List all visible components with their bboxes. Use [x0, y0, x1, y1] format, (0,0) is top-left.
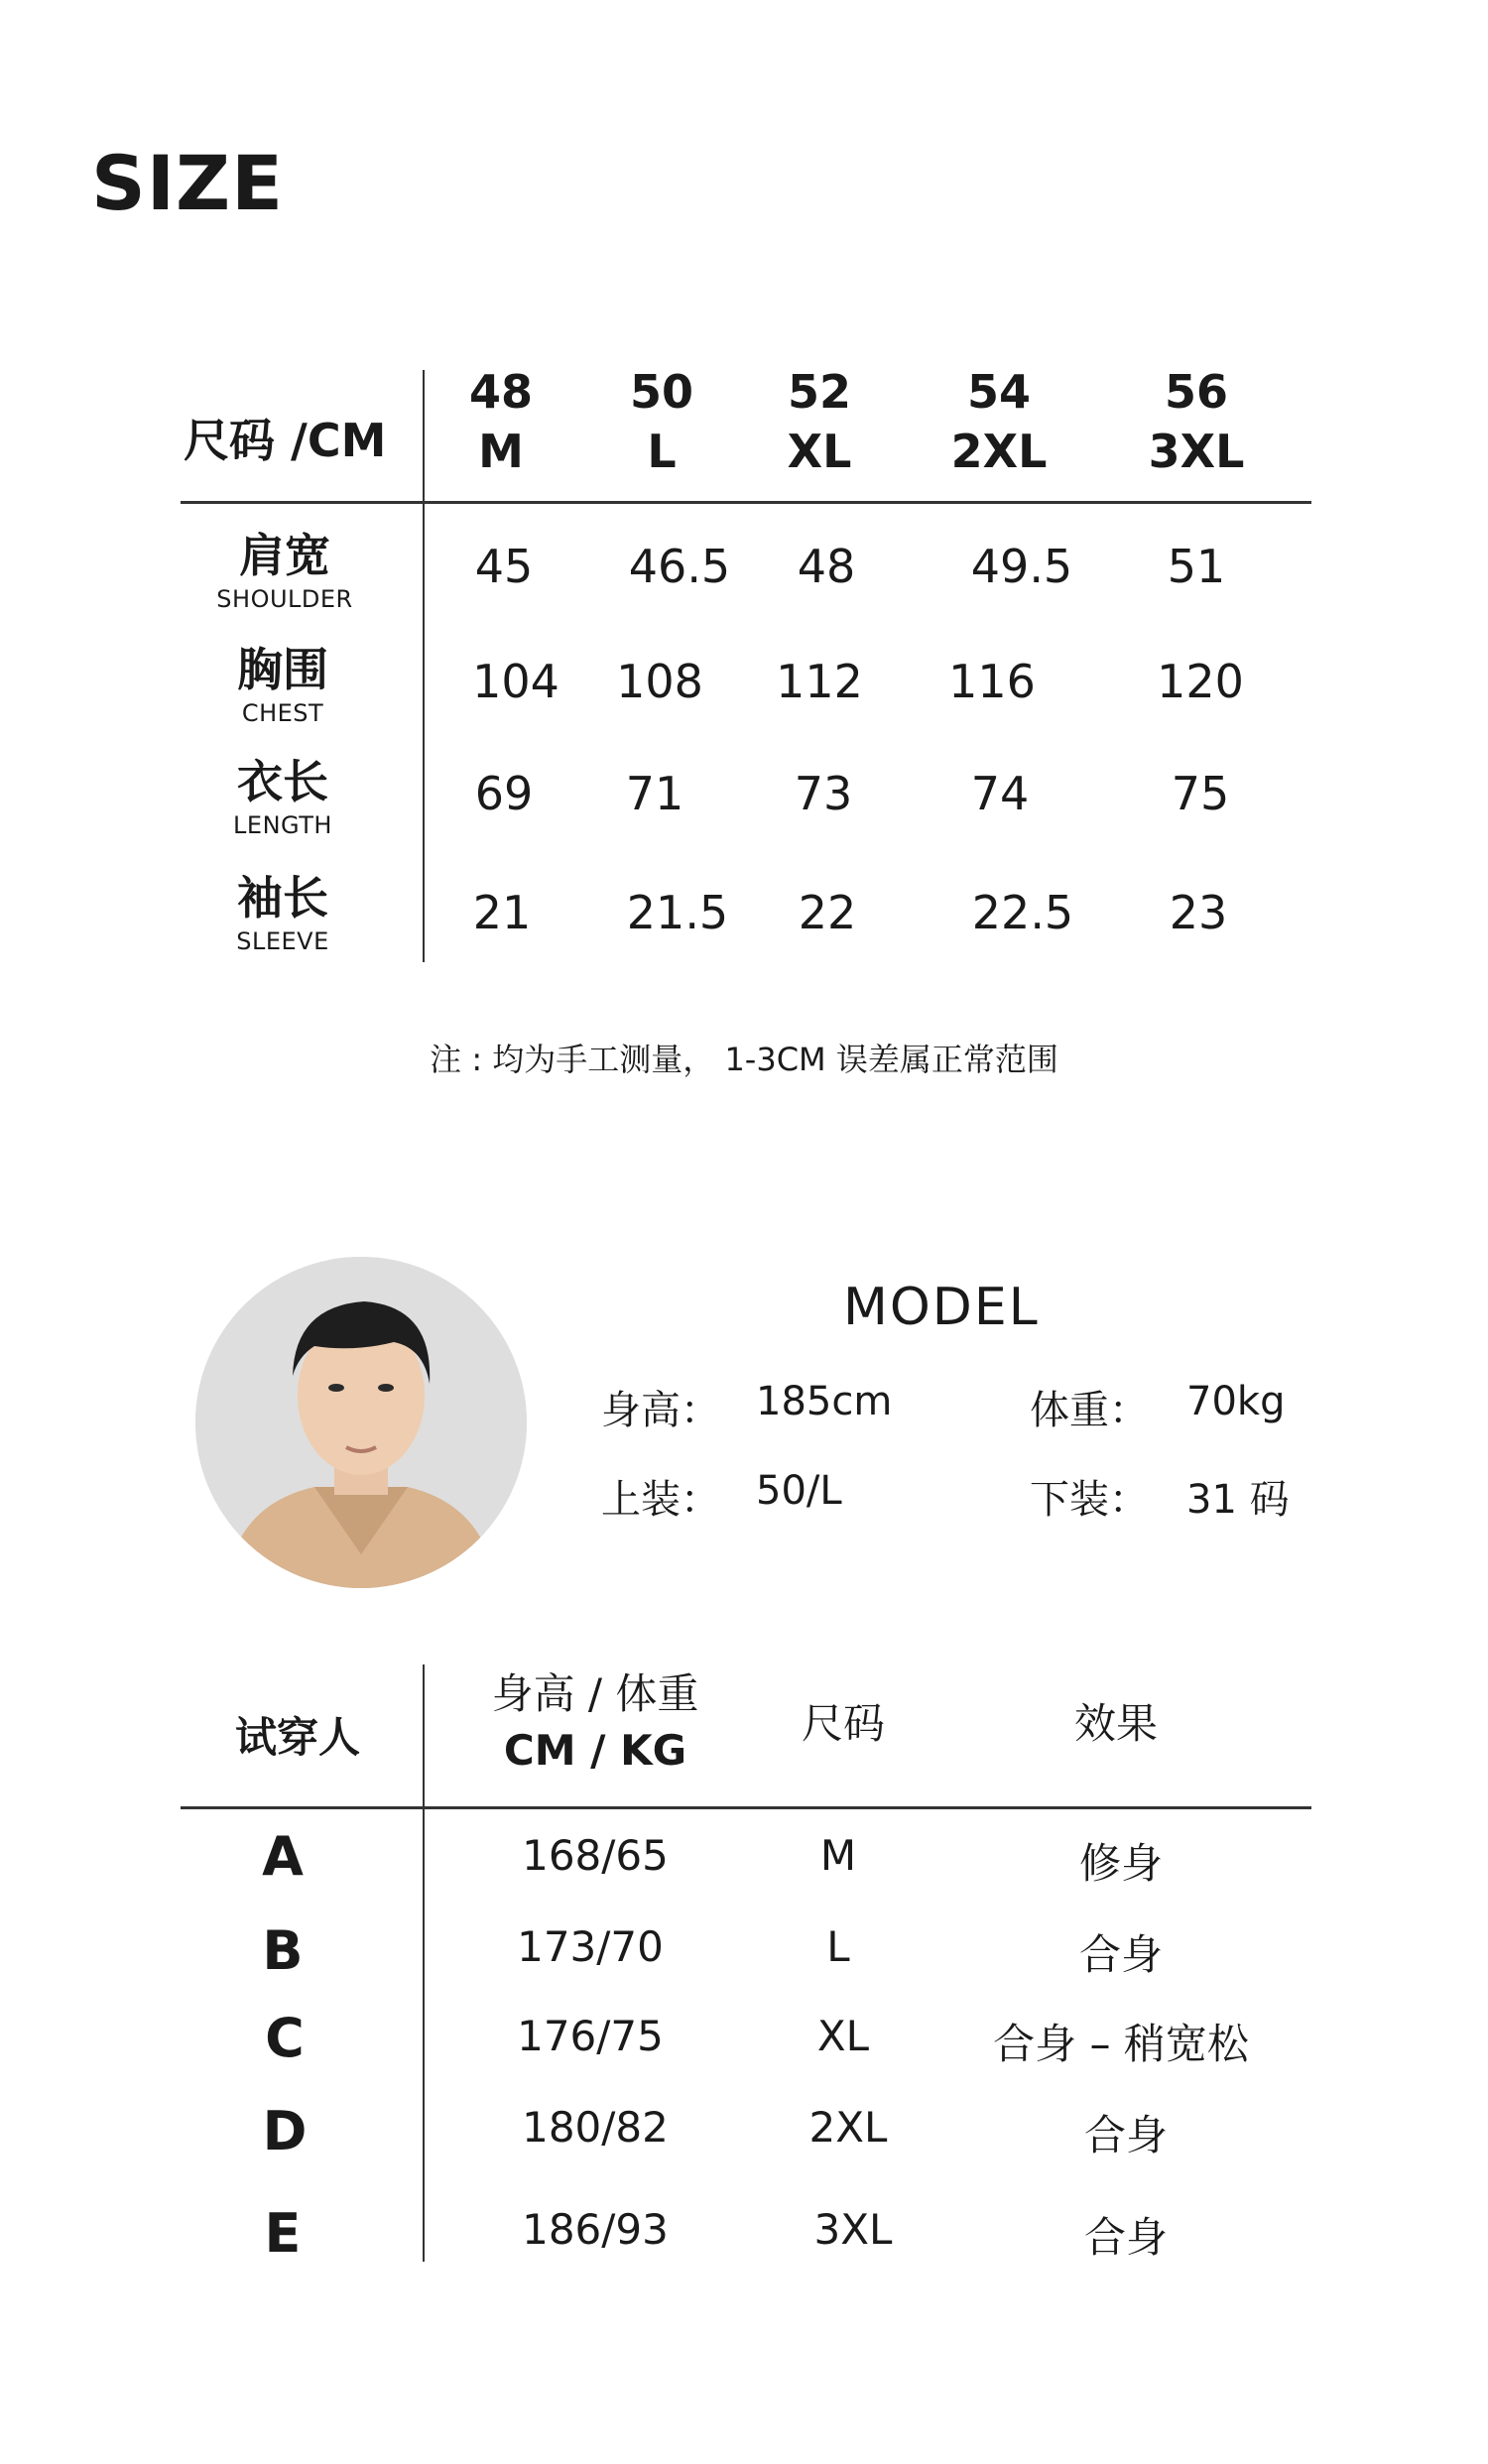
cell-sleeve-48: 21: [472, 886, 532, 939]
cell-shoulder-52: 48: [797, 540, 856, 593]
size-col-52: [720, 365, 919, 478]
measurement-note: 注 : 均为手工测量， 1-3CM 误差属正常范围: [430, 1041, 1058, 1078]
size-number: 54: [966, 365, 1031, 419]
row-label-zh: 衣长: [237, 755, 328, 808]
size-col-56: [1097, 365, 1296, 478]
row-label-zh: 袖长: [237, 871, 328, 924]
tryon-size-a: M: [819, 1831, 857, 1880]
row-label-zh: 肩宽: [239, 529, 330, 582]
tryon-table-vertical-divider: [423, 1664, 425, 2262]
size-letter: 2XL: [950, 425, 1048, 478]
tryon-hw-c: 176/75: [517, 2012, 664, 2060]
cell-sleeve-50: 21.5: [626, 886, 729, 939]
cell-shoulder-56: 51: [1167, 540, 1226, 593]
model-weight-value: 70kg: [1186, 1379, 1286, 1424]
tryon-effect-b: 合身: [1078, 1930, 1163, 1979]
model-bottom-label: 下装：: [1030, 1477, 1149, 1523]
cell-chest-54: 116: [948, 655, 1036, 708]
tryon-header-effect: 效果: [1073, 1699, 1158, 1748]
tryon-person-d: D: [262, 2100, 308, 2162]
tryon-header-size: 尺码: [801, 1699, 885, 1748]
cell-length-52: 73: [794, 767, 853, 820]
tryon-header-hw-line1: 身高 / 体重: [491, 1669, 699, 1718]
size-letter: XL: [787, 425, 852, 478]
model-height-value: 185cm: [756, 1379, 893, 1424]
tryon-size-d: 2XL: [808, 2103, 888, 2152]
tryon-person-a: A: [262, 1825, 304, 1888]
cell-chest-52: 112: [776, 655, 863, 708]
cell-length-48: 69: [474, 767, 534, 820]
tryon-header-height-weight: [466, 1666, 724, 1779]
size-letter: 3XL: [1148, 425, 1245, 478]
tryon-hw-b: 173/70: [517, 1922, 664, 1971]
size-number: 50: [629, 365, 693, 419]
tryon-effect-e: 合身: [1083, 2213, 1168, 2262]
model-height-label: 身高：: [601, 1388, 720, 1433]
cell-chest-56: 120: [1157, 655, 1244, 708]
cell-length-54: 74: [970, 767, 1030, 820]
size-number: 48: [468, 365, 533, 419]
size-letter: L: [647, 425, 677, 478]
tryon-hw-e: 186/93: [522, 2205, 669, 2254]
tryon-header-person: 试穿人: [234, 1713, 360, 1762]
tryon-size-c: XL: [816, 2012, 870, 2060]
model-weight-label: 体重：: [1030, 1388, 1149, 1433]
row-label-zh: 胸围: [237, 643, 328, 696]
cell-length-50: 71: [625, 767, 684, 820]
cell-chest-50: 108: [616, 655, 703, 708]
row-label-en: LENGTH: [233, 810, 332, 839]
size-number: 52: [787, 365, 851, 419]
tryon-person-b: B: [262, 1919, 304, 1982]
size-number: 56: [1164, 365, 1228, 419]
model-portrait: [195, 1257, 527, 1588]
size-table-header-divider: [181, 501, 1311, 504]
model-title: MODEL: [843, 1278, 1040, 1337]
cell-shoulder-50: 46.5: [628, 540, 731, 593]
tryon-effect-d: 合身: [1083, 2111, 1168, 2159]
tryon-table-header-divider: [181, 1806, 1311, 1809]
tryon-effect-c: 合身 – 稍宽松: [993, 2020, 1249, 2068]
cell-chest-48: 104: [472, 655, 559, 708]
model-top-value: 50/L: [756, 1468, 842, 1514]
cell-sleeve-56: 23: [1169, 886, 1228, 939]
tryon-effect-a: 修身: [1078, 1839, 1163, 1888]
cell-shoulder-48: 45: [474, 540, 534, 593]
row-label-en: SLEEVE: [236, 926, 329, 955]
row-label-chest: [184, 645, 382, 727]
size-table-header-label: 尺码 /CM: [184, 414, 387, 467]
size-col-54: [900, 365, 1098, 478]
row-label-sleeve: [184, 873, 382, 955]
tryon-person-c: C: [265, 2007, 305, 2069]
tryon-size-b: L: [826, 1922, 850, 1971]
row-label-en: CHEST: [241, 698, 324, 727]
model-bottom-value: 31 码: [1186, 1477, 1290, 1523]
tryon-hw-d: 180/82: [522, 2103, 669, 2152]
row-label-length: [184, 757, 382, 839]
model-top-label: 上装：: [601, 1477, 720, 1523]
cell-length-56: 75: [1171, 767, 1230, 820]
cell-sleeve-54: 22.5: [971, 886, 1074, 939]
cell-sleeve-52: 22: [798, 886, 857, 939]
model-portrait-icon: [195, 1257, 527, 1588]
tryon-person-e: E: [264, 2202, 302, 2265]
tryon-hw-a: 168/65: [522, 1831, 669, 1880]
cell-shoulder-54: 49.5: [970, 540, 1073, 593]
row-label-en: SHOULDER: [216, 584, 353, 613]
row-label-shoulder: [186, 531, 384, 613]
page-title: SIZE: [91, 139, 285, 227]
tryon-size-e: 3XL: [813, 2205, 893, 2254]
size-letter: M: [478, 425, 524, 478]
tryon-header-hw-line2: CM / KG: [503, 1725, 687, 1775]
